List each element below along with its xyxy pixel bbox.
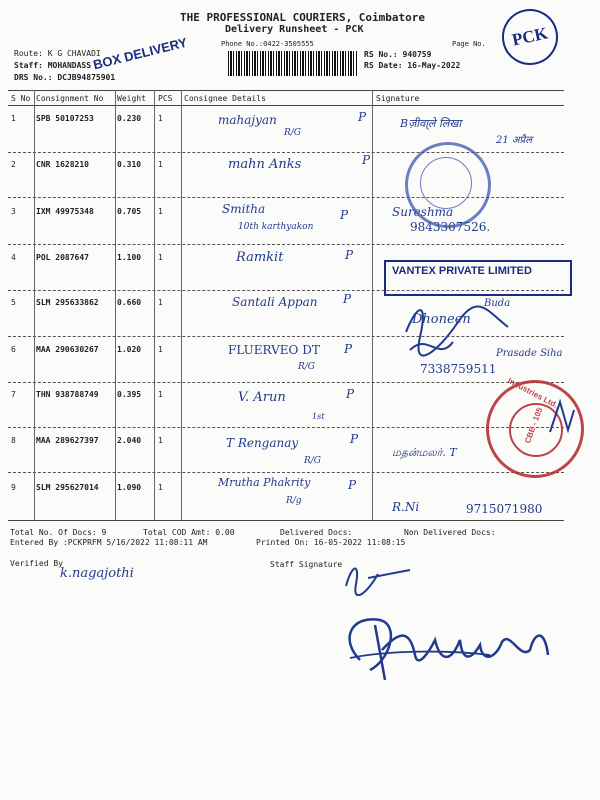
row-mark: P (340, 208, 349, 222)
row-pcs: 1 (158, 436, 163, 445)
row-pcs: 1 (158, 160, 163, 169)
col-consignment: Consignment No (36, 94, 104, 103)
row-consignment: MAA 290630267 (36, 345, 99, 354)
delivered-docs: Delivered Docs: (280, 528, 353, 537)
total-docs: Total No. Of Docs: 9 (10, 528, 107, 537)
row-signature: Sureshma (392, 205, 454, 219)
phone-number: Phone No.:0422-3505555 (221, 40, 314, 48)
row-mark: P (350, 432, 359, 446)
pck-stamp-text: PCK (510, 23, 550, 50)
cbe-stamp-text: CBE - 105 (523, 406, 545, 445)
row-mark: P (343, 292, 352, 306)
row-consignee: Smitha (222, 202, 266, 216)
staff-signature-scribble (338, 556, 418, 596)
row-consignment: MAA 289627397 (36, 436, 99, 445)
col-signature: Signature (376, 94, 420, 103)
row-weight: 1.100 (117, 253, 142, 262)
route-label: Route: K G CHAVADI (14, 49, 101, 58)
row-signature: மதன்மலர். T (392, 446, 457, 459)
row-sno: 4 (11, 253, 16, 262)
row-consignee: mahajyan (218, 113, 277, 127)
row-sno: 1 (11, 114, 16, 123)
staff-signature-label: Staff Signature (270, 560, 343, 569)
verified-by-signature: k.nagajothi (60, 566, 134, 581)
row-signature-note: Buda (484, 298, 511, 309)
printed-on: Printed On: 16-05-2022 11:08:15 (256, 538, 406, 547)
row-weight: 2.040 (117, 436, 142, 445)
row-sno: 8 (11, 436, 16, 445)
row-mark: P (345, 248, 354, 262)
row-consignee: Ramkit (236, 250, 284, 265)
row-mark: P (344, 342, 353, 356)
row-sno: 6 (11, 345, 16, 354)
large-signature-scribble (330, 600, 560, 690)
row-consignment: SPB 50107253 (36, 114, 94, 123)
row-consignment: IXM 49975348 (36, 207, 94, 216)
row-pcs: 1 (158, 253, 163, 262)
rs-number: RS No.: 940759 (364, 50, 432, 59)
row-signature: 7338759511 (420, 362, 497, 376)
row-sno: 9 (11, 483, 16, 492)
row-signature-note: 21 अप्रैल (496, 135, 533, 146)
row-signature-note: Prasade Siha (496, 348, 563, 359)
row-consignment: CNR 1628210 (36, 160, 89, 169)
row-weight: 0.660 (117, 298, 142, 307)
row-consignee: mahn Anks (228, 157, 302, 172)
row-weight: 1.020 (117, 345, 142, 354)
row-consignment: THN 938788749 (36, 390, 99, 399)
total-cod-amt: Total COD Amt: 0.00 (143, 528, 235, 537)
vantex-stamp-text: VANTEX PRIVATE LIMITED (392, 265, 532, 277)
row-consignment: POL 2087647 (36, 253, 89, 262)
row-pcs: 1 (158, 114, 163, 123)
pck-stamp (497, 4, 563, 70)
row-sno: 7 (11, 390, 16, 399)
row-mark: P (362, 153, 371, 167)
row-pcs: 1 (158, 390, 163, 399)
row-consignee-note: 10th karthyakon (238, 222, 314, 232)
row-signature: Dhoneen (412, 312, 471, 327)
row-sno: 3 (11, 207, 16, 216)
row-signature-note: 9843307526. (410, 220, 491, 234)
row-consignment: SLM 295633862 (36, 298, 99, 307)
col-pcs: PCS (158, 94, 173, 103)
entered-by: Entered By :PCKPRFM 5/16/2022 11:08:11 AM (10, 538, 208, 547)
col-consignee: Consignee Details (184, 94, 266, 103)
row-consignee: FLUERVEO DT (228, 343, 320, 357)
row-weight: 1.090 (117, 483, 142, 492)
row-pcs: 1 (158, 345, 163, 354)
non-delivered-docs: Non Delivered Docs: (404, 528, 496, 537)
row-mark: P (346, 387, 355, 401)
row-sno: 2 (11, 160, 16, 169)
col-sno: S No (11, 94, 31, 103)
row-pcs: 1 (158, 207, 163, 216)
row-weight: 0.705 (117, 207, 142, 216)
barcode (228, 51, 358, 76)
rs-date: RS Date: 16-May-2022 (364, 61, 461, 70)
row-consignee: Mrutha Phakrity (218, 476, 311, 489)
row-mark: P (358, 110, 367, 124)
runsheet-subtitle: Delivery Runsheet - PCK (225, 24, 364, 35)
row-consignee-note: R/g (286, 496, 302, 506)
col-weight: Weight (117, 94, 146, 103)
signature-scribble (398, 292, 518, 362)
row-consignee: V. Arun (238, 390, 286, 405)
row-consignee: T Renganay (226, 436, 299, 450)
row-signature-note: 9715071980 (466, 502, 543, 516)
staff-label: Staff: MOHANDASS (14, 61, 92, 70)
company-seal-stamp (405, 142, 491, 228)
runsheet-title: THE PROFESSIONAL COURIERS, Coimbatore (180, 11, 426, 24)
box-delivery-stamp: BOX DELIVERY (91, 34, 189, 73)
row-consignee: Santali Appan (232, 295, 318, 309)
row-pcs: 1 (158, 298, 163, 307)
vantex-stamp (384, 260, 572, 296)
drs-number: DRS No.: DCJB94875901 (14, 73, 116, 82)
row-consignee-note: R/G (298, 362, 315, 372)
row-weight: 0.395 (117, 390, 142, 399)
verified-by-label: Verified By (10, 559, 63, 568)
page-number-label: Page No. (452, 40, 486, 48)
signature-scribble (540, 392, 580, 442)
row-weight: 0.310 (117, 160, 142, 169)
row-consignee-note: 1st (312, 412, 325, 421)
row-consignee-note: R/G (284, 128, 301, 138)
row-sno: 5 (11, 298, 16, 307)
row-consignee-note: R/G (304, 456, 321, 466)
row-mark: P (348, 478, 357, 492)
row-weight: 0.230 (117, 114, 142, 123)
row-consignment: SLM 295627014 (36, 483, 99, 492)
row-signature: R.Ni (392, 500, 420, 514)
row-pcs: 1 (158, 483, 163, 492)
industries-stamp-text: Industries Ltd., (506, 376, 562, 411)
row-signature: Bज़ीवा्ले लिखा (400, 117, 462, 130)
